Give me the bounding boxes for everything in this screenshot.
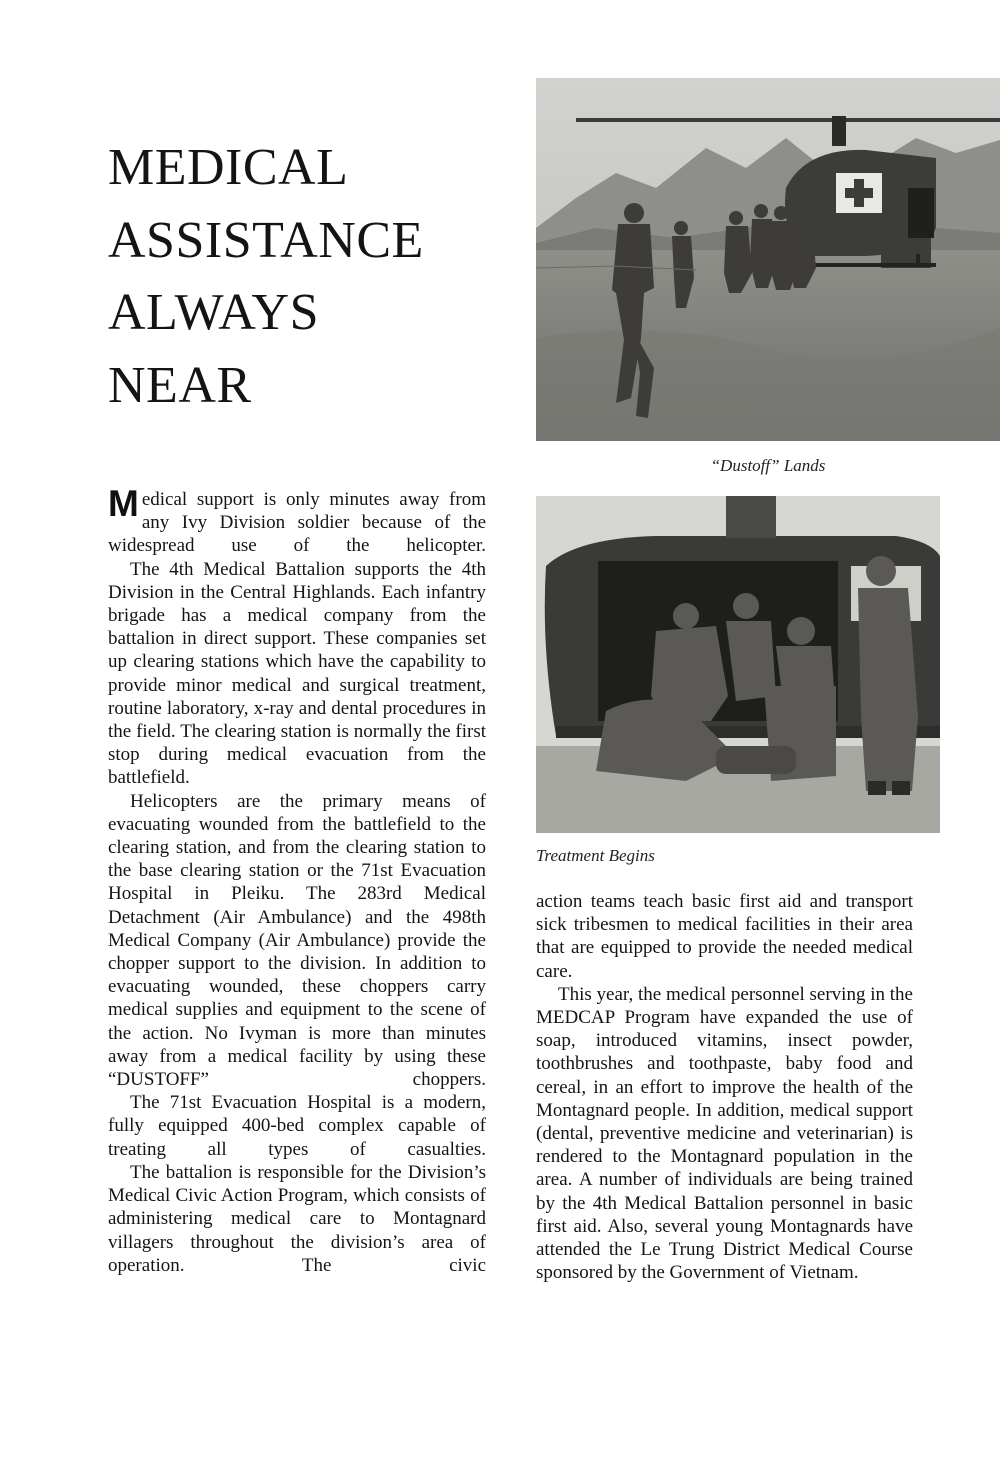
title-line-4: NEAR — [108, 356, 252, 414]
paragraph-2: The 4th Medical Battalion supports the 4th Division in the Central Highlands. Each infantry brigade has a medical company from the battalion in direct support. These companies set up clearing stations which have the capability to provide minor medical and surgical treatment, routine laboratory, x-ray and dental procedures in the field. The clearing station is normally the first stop during medical evacuation from the battlefield. — [108, 558, 486, 789]
article-title — [108, 132, 488, 422]
paragraph-4: The 71st Evacuation Hospital is a modern, fully equipped 400-bed complex capable of treating all types of casualties. — [108, 1092, 486, 1160]
article-right-column — [536, 890, 913, 1284]
title-line-3: ALWAYS — [108, 284, 320, 341]
title-line-2: ASSISTANCE — [108, 211, 424, 269]
dustoff-helicopter-photo — [536, 78, 1000, 441]
paragraph-3: Helicopters are the primary means of evacuating wounded from the battlefield to the clearing station, and from the clearing station to the base clearing station or the 71st Evacuation Hospital in Pleiku. The 283rd Medical Detachment (Air Ambulance) and the 498th Medical Company (Air Ambulance) provide the chopper support to the division. In addition to evacuating wounded, these choppers carry medical supplies and equipment to the scene of the action. No Ivyman is more than minutes away from a medical facility by using these “DUSTOFF” choppers. — [108, 790, 486, 1091]
bottom-photo-caption: Treatment Begins — [536, 846, 655, 865]
title-line-1: MEDICAL — [108, 139, 349, 196]
paragraph-7: This year, the medical personnel serving in the MEDCAP Program have expanded the use of soap, introduced vitamins, insect powder, toothbrushes and toothpaste, baby food and cereal, in an effort to improve the health of the Montagnard people. In addition, medical support (dental, preventive medicine and veterinarian) is rendered to the Montagnard population in the area. A number of individuals are being trained by the 4th Medical Battalion personnel in basic first aid. Also, several young Montagnards have attended the Le Trung District Medical Course sponsored by the Government of Vietnam. — [536, 983, 913, 1284]
article-left-column — [108, 483, 486, 1277]
top-photo-caption: “Dustoff” Lands — [710, 456, 826, 475]
treatment-photo — [536, 496, 940, 833]
paragraph-1 — [108, 483, 486, 558]
drop-cap: M — [108, 483, 139, 524]
paragraph-1-text: edical support is only minutes away from any Ivy Division soldier because of the widespread use of the helicopter. — [108, 489, 486, 557]
paragraph-6: action teams teach basic first aid and transport sick tribesmen to medical facilities in their area that are equipped to provide the needed medical care. — [536, 891, 913, 982]
paragraph-5: The battalion is responsible for the Division’s Medical Civic Action Program, which consists of administering medical care to Montagnard villagers throughout the division’s area of operation. The civic — [108, 1161, 486, 1276]
